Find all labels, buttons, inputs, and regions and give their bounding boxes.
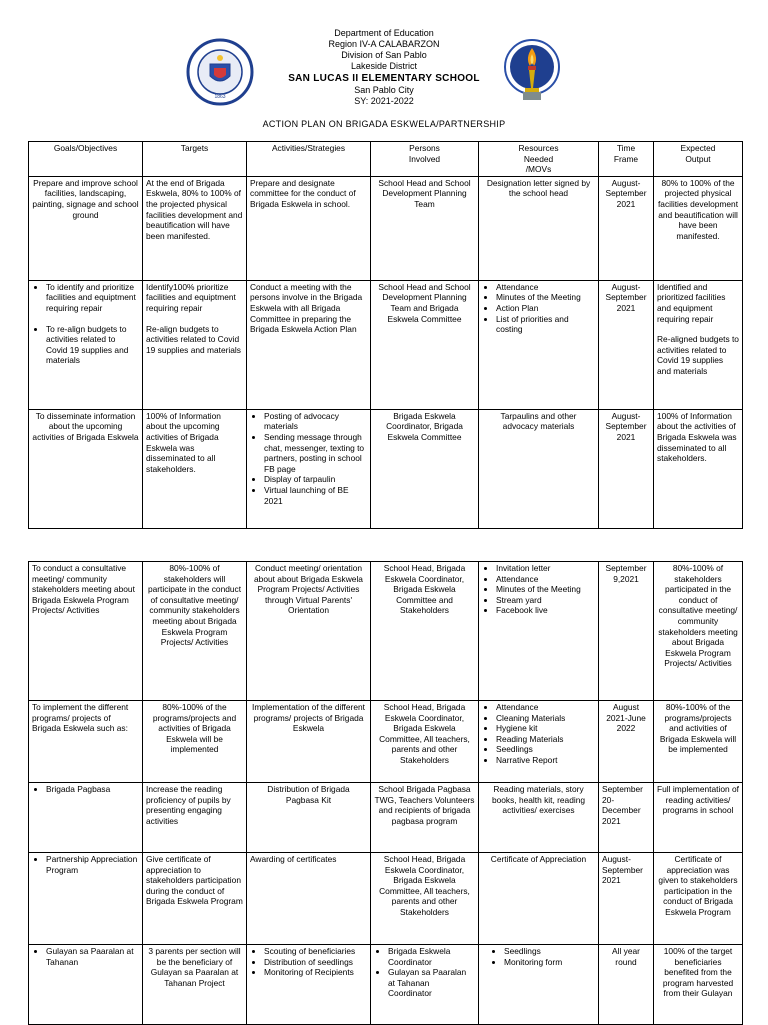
col-resources-line1: Resources xyxy=(518,143,559,153)
col-persons-line1: Persons xyxy=(409,143,440,153)
list-item: • Gulayan sa Paaralan at Tahanan xyxy=(46,946,139,967)
col-output xyxy=(654,142,743,177)
resource-list xyxy=(482,702,595,766)
list-item: • Display of tarpaulin xyxy=(264,474,367,485)
cell-output: 80%-100% of stakeholders participated in the conduct of consultative meeting/ community stakeholders meeting about Brigada Eskwela Program Projects/ Activities xyxy=(654,562,743,701)
col-time-line1: Time xyxy=(616,143,636,153)
cell-persons xyxy=(371,945,479,1025)
activity-list xyxy=(250,411,367,506)
cell-target: 80%-100% of the programs/projects and activities of Brigada Eskwela will be implemented xyxy=(143,701,247,783)
list-item: • Cleaning Materials xyxy=(496,713,595,724)
school-name: SAN LUCAS II ELEMENTARY SCHOOL xyxy=(288,73,480,84)
action-plan-table-2 xyxy=(28,561,743,1025)
cell-activity xyxy=(247,945,371,1025)
table-row xyxy=(29,853,743,945)
cell-output: 100% of Information about the activities of Brigada Eskwela was disseminated to all stakeholders. xyxy=(654,409,743,528)
page-title: ACTION PLAN ON BRIGADA ESKWELA/PARTNERSHIP xyxy=(262,119,506,129)
division-name: Division of San Pablo xyxy=(341,50,427,60)
list-item: • Minutes of the Meeting xyxy=(496,584,595,595)
list-item: • Minutes of the Meeting xyxy=(496,292,595,303)
cell-target: Increase the reading proficiency of pupils by presenting engaging activities xyxy=(143,783,247,853)
list-item: • Monitoring of Recipients xyxy=(264,967,367,978)
list-item: • Attendance xyxy=(496,574,595,585)
program-list xyxy=(32,784,139,795)
activity-list xyxy=(250,946,367,978)
cell-resources xyxy=(479,701,599,783)
list-item: • Gulayan sa Paaralan at Tahanan Coordinator xyxy=(388,967,475,999)
list-item: • To identify and prioritize facilities and equiptment requiring repair xyxy=(46,282,139,314)
cell-persons: School Head and School Development Planning Team and Brigada Eskwela Committee xyxy=(371,280,479,409)
list-item: • Distribution of seedlings xyxy=(264,957,367,968)
cell-persons: School Head and School Development Planning Team xyxy=(371,176,479,280)
list-item: • Posting of advocacy materials xyxy=(264,411,367,432)
list-item: • Stream yard xyxy=(496,595,595,606)
col-time xyxy=(599,142,654,177)
col-time-line2: Frame xyxy=(613,153,639,164)
resource-list xyxy=(482,282,595,335)
col-output-line2: Output xyxy=(685,153,711,164)
cell-target: At the end of Brigada Eskwela, 80% to 100% of the projected physical facilities development and beautification will have been manifested. xyxy=(143,176,247,280)
table-header-row xyxy=(29,142,743,177)
list-item: • List of priorities and costing xyxy=(496,314,595,335)
col-resources-line2: Needed xyxy=(523,153,554,164)
list-item: • Facebook live xyxy=(496,605,595,616)
cell-resources: Reading materials, story books, health kit, reading activities/ exercises xyxy=(479,783,599,853)
table-row xyxy=(29,783,743,853)
program-list xyxy=(32,946,139,967)
table-row xyxy=(29,701,743,783)
list-item: • Hygiene kit xyxy=(496,723,595,734)
cell-activity: Prepare and designate committee for the conduct of Brigada Eskwela in school. xyxy=(247,176,371,280)
program-list xyxy=(32,854,139,875)
cell-output: 100% of the target beneficiaries benefited from the program harvested from their Gulayan xyxy=(654,945,743,1025)
cell-output: 80% to 100% of the projected physical facilities development and beautification will have been manifested. xyxy=(654,176,743,280)
goal-list xyxy=(32,282,139,366)
cell-goal xyxy=(29,945,143,1025)
cell-resources: Designation letter signed by the school head xyxy=(479,176,599,280)
cell-activity: Conduct a meeting with the persons involve in the Brigada Eskwela with all Brigada Committee in preparing the Brigada Eskwela Action Plan xyxy=(247,280,371,409)
cell-goal: To disseminate information about the upcoming activities of Brigada Eskwela xyxy=(29,409,143,528)
list-item: • Partnership Appreciation Program xyxy=(46,854,139,875)
cell-resources xyxy=(479,280,599,409)
cell-activity: Awarding of certificates xyxy=(247,853,371,945)
cell-target: 100% of Information about the upcoming activities of Brigada Eskwela was disseminated to all stakeholders. xyxy=(143,409,247,528)
col-resources xyxy=(479,142,599,177)
col-output-line1: Expected xyxy=(680,143,716,153)
svg-text:1863: 1863 xyxy=(214,94,226,100)
list-item: • Virtual launching of BE 2021 xyxy=(264,485,367,506)
cell-goal xyxy=(29,853,143,945)
target-text-a: Identify100% prioritize facilities and equiptment requiring repair xyxy=(146,281,236,313)
output-text-a: Identified and prioritized facilities and equipment requiring repair xyxy=(657,281,726,324)
cell-time: September 9,2021 xyxy=(599,562,654,701)
table-row xyxy=(29,562,743,701)
action-plan-table-1 xyxy=(28,141,743,529)
cell-time: All year round xyxy=(599,945,654,1025)
list-item: • Narrative Report xyxy=(496,755,595,766)
cell-time: August-September 2021 xyxy=(599,280,654,409)
cell-output xyxy=(654,280,743,409)
cell-resources: Certificate of Appreciation xyxy=(479,853,599,945)
list-item: • Attendance xyxy=(496,702,595,713)
cell-activity: Distribution of Brigada Pagbasa Kit xyxy=(247,783,371,853)
list-item: • Scouting of beneficiaries xyxy=(264,946,367,957)
letterhead xyxy=(0,28,768,107)
district-name: Lakeside District xyxy=(350,61,418,71)
cell-persons: School Head, Brigada Eskwela Coordinator, Brigada Eskwela Committee and Stakeholders xyxy=(371,562,479,701)
list-item: • Action Plan xyxy=(496,303,595,314)
list-item: • Invitation letter xyxy=(496,563,595,574)
target-text-b: Re-align budgets to activities related to Covid 19 supplies and materials xyxy=(146,323,241,355)
list-item: • Attendance xyxy=(496,282,595,293)
resource-list xyxy=(482,946,595,967)
table-row xyxy=(29,280,743,409)
col-goals: Goals/Objectives xyxy=(29,142,143,177)
cell-goal xyxy=(29,783,143,853)
list-item: • Seedlings xyxy=(496,744,595,755)
persons-list xyxy=(374,946,475,999)
list-item: • Seedlings xyxy=(504,946,595,957)
cell-time: August-September 2021 xyxy=(599,176,654,280)
list-item: • Reading Materials xyxy=(496,734,595,745)
cell-persons: School Brigada Pagbasa TWG, Teachers Volunteers and recipients of brigada pagbasa program xyxy=(371,783,479,853)
cell-target: Give certificate of appreciation to stakeholders participation during the conduct of Brigada Eskwela Program xyxy=(143,853,247,945)
table-row xyxy=(29,176,743,280)
cell-resources: Tarpaulins and other advocacy materials xyxy=(479,409,599,528)
resource-list xyxy=(482,563,595,616)
cell-time: August-September 2021 xyxy=(599,409,654,528)
cell-output: 80%-100% of the programs/projects and activities of Brigada Eskwela will be implemented xyxy=(654,701,743,783)
col-resources-line3: /MOVs xyxy=(525,164,552,175)
cell-time: August-September 2021 xyxy=(599,853,654,945)
cell-activity xyxy=(247,409,371,528)
cell-resources xyxy=(479,562,599,701)
col-persons xyxy=(371,142,479,177)
list-item: • Brigada Pagbasa xyxy=(46,784,139,795)
list-item: • Sending message through chat, messenger, texting to partners, posting in school FB page xyxy=(264,432,367,474)
cell-target xyxy=(143,280,247,409)
cell-time: September 20-December 2021 xyxy=(599,783,654,853)
department-name: Department of Education xyxy=(334,28,434,38)
col-persons-line2: Involved xyxy=(408,153,441,164)
cell-output: Certificate of appreciation was given to stakeholders participation in the conduct of Brigada Eskwela Program xyxy=(654,853,743,945)
list-item: • Brigada Eskwela Coordinator xyxy=(388,946,475,967)
cell-resources xyxy=(479,945,599,1025)
city-name: San Pablo City xyxy=(354,85,414,95)
col-activities: Activities/Strategies xyxy=(247,142,371,177)
cell-activity: Conduct meeting/ orientation about about Brigada Eskwela Program Projects/ Activities through Virtual Parents' Orientation xyxy=(247,562,371,701)
table-row xyxy=(29,409,743,528)
school-year: SY: 2021-2022 xyxy=(354,96,414,106)
cell-persons: School Head, Brigada Eskwela Coordinator, Brigada Eskwela Committee, All teachers, parents and other Stakeholders xyxy=(371,701,479,783)
cell-output: Full implementation of reading activities/ programs in school xyxy=(654,783,743,853)
cell-goal: To conduct a consultative meeting/ community stakeholders meeting about Brigada Eskwela Program Projects/ Activities xyxy=(29,562,143,701)
cell-target: 3 parents per section will be the beneficiary of Gulayan sa Paaralan at Tahanan Project xyxy=(143,945,247,1025)
cell-goal: Prepare and improve school facilities, landscaping, painting, signage and school ground xyxy=(29,176,143,280)
cell-persons: School Head, Brigada Eskwela Coordinator, Brigada Eskwela Committee, All teachers, parents and other Stakeholders xyxy=(371,853,479,945)
cell-goal xyxy=(29,280,143,409)
cell-activity: Implementation of the different programs/ projects of Brigada Eskwela xyxy=(247,701,371,783)
cell-target: 80%-100% of stakeholders will participate in the conduct of consultative meeting/ community stakeholders meeting about Brigada Eskwela Program Projects/ Activities xyxy=(143,562,247,701)
cell-goal: To implement the different programs/ projects of Brigada Eskwela such as: xyxy=(29,701,143,783)
cell-persons: Brigada Eskwela Coordinator, Brigada Eskwela Committee xyxy=(371,409,479,528)
region-name: Region IV-A CALABARZON xyxy=(328,39,440,49)
output-text-b: Re-aligned budgets to activities related to Covid 19 supplies and materials xyxy=(657,334,739,376)
cell-time: August 2021-June 2022 xyxy=(599,701,654,783)
table-row xyxy=(29,945,743,1025)
col-targets: Targets xyxy=(143,142,247,177)
list-item: • Monitoring form xyxy=(504,957,595,968)
list-item: • To re-align budgets to activities related to Covid 19 supplies and materials xyxy=(46,324,139,366)
